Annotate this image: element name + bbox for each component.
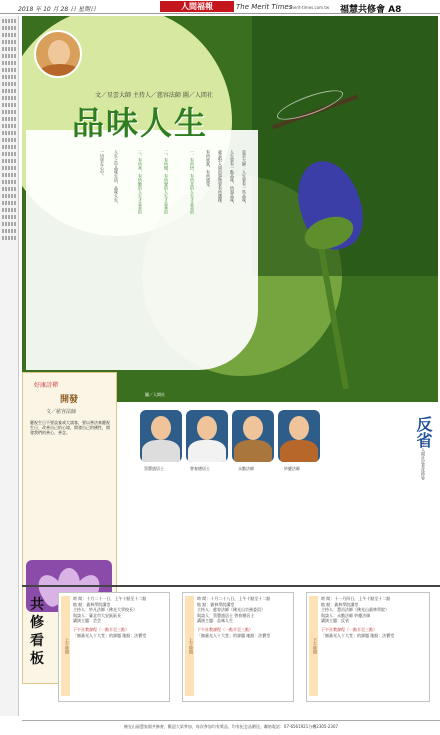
article-byline: 文／星雲大師 主持人／慈容法師 圖／人間社 bbox=[95, 92, 213, 99]
schedule-box bbox=[182, 592, 294, 702]
schedule-subheading: 下午社教課程（一點半至三點） bbox=[321, 626, 377, 632]
schedule-line: 與談人：蔡豐盛居士 曾春德居士 bbox=[197, 612, 255, 618]
schedule-line: 地 點：叢林學院講堂 bbox=[197, 601, 235, 607]
photo-caption: 蔡豐盛居士 bbox=[144, 466, 164, 471]
schedule-box bbox=[58, 592, 170, 702]
reflect-title: 反省 bbox=[414, 416, 433, 448]
schedule-line: 時 間：十月二十八日，上午十點至十二點 bbox=[197, 596, 271, 601]
sidebar-title: 開發 bbox=[60, 395, 79, 405]
newspaper-logo: 人間福報 bbox=[160, 1, 234, 12]
speaker-photo bbox=[186, 410, 228, 462]
schedule-line: 主持人：慧昌法師（佛光山叢林學院） bbox=[321, 607, 389, 613]
time-tag: 上午時間 bbox=[61, 596, 70, 696]
article-column: 人生之中品味生活，品味人生， bbox=[114, 150, 119, 206]
schedule-line: 地 點：叢林學院講堂 bbox=[321, 601, 359, 607]
article-column: 就是對人間的事物要有所選擇、 bbox=[218, 150, 223, 206]
schedule-line: 講演主題：品味人生 bbox=[197, 618, 233, 624]
speaker-photo bbox=[278, 410, 320, 462]
board-title-char: 修 bbox=[30, 615, 44, 631]
left-margin-strip bbox=[0, 16, 19, 716]
schedule-line: 地 點：叢林學院講堂 bbox=[73, 601, 111, 607]
schedule-line: 與談人：永勤法師 妙慶法師 bbox=[321, 612, 371, 618]
section-title: 福慧共修會 A8 bbox=[340, 5, 402, 15]
board-title-char: 共 bbox=[30, 597, 44, 613]
sidebar-body: 慶祝生日不要設宴或大請客，要以善法來慶祝生日，改善自己的心境，開發自己的佛性，開發我們的善心、善念。 bbox=[30, 420, 110, 435]
article-column: 有所欣賞，有所感受。 bbox=[206, 150, 211, 190]
article-subheading: 二、有所聞，有所覺的人生才是善的 bbox=[164, 150, 169, 214]
article-subheading: 一、有所悟，有所喜的人生才是美的 bbox=[190, 150, 195, 214]
newspaper-english-name: The Merit Times bbox=[236, 3, 293, 11]
photo-caption: 妙慶法師 bbox=[284, 466, 300, 471]
website-url: merit-times.com.tw bbox=[290, 5, 330, 10]
speaker-photo bbox=[232, 410, 274, 462]
schedule-line: 「無量光人十大堂」的課題 地點：法寶堂 bbox=[321, 632, 395, 638]
schedule-box bbox=[306, 592, 430, 702]
schedule-subheading: 下午社教課程（一點半至三點） bbox=[73, 626, 129, 632]
schedule-line: 「無量光人十大堂」的課題 地點：法寶堂 bbox=[73, 632, 147, 638]
schedule-line: 與談人：臺北市大安區區長 bbox=[73, 612, 121, 618]
photo-caption: 永勤法師 bbox=[238, 466, 254, 471]
schedule-line: 時 間：十月二十一日，上午十點至十二點 bbox=[73, 596, 147, 601]
schedule-line: 「無量光人十大堂」的課題 地點：法寶堂 bbox=[197, 632, 271, 638]
time-tag: 下午時間 bbox=[309, 596, 318, 696]
board-title-char: 板 bbox=[30, 651, 44, 667]
page-footer: 佛光山福慧家園共修會，歡迎大眾參加，每次參加均有獎品，均有紀念品贈送，聯絡電話：07-6561921分機2305-2307 bbox=[22, 720, 440, 730]
author-portrait bbox=[34, 30, 82, 78]
schedule-line: 時 間：十一月四日，上午十點至十二點 bbox=[321, 596, 391, 601]
schedule-subheading: 下午社教課程（一點半至三點） bbox=[197, 626, 253, 632]
schedule-line: 主持人：慈容法師（佛光山宗務委員） bbox=[197, 607, 265, 613]
board-title-char: 看 bbox=[30, 633, 44, 649]
sidebar-heading: 好康詩禪 bbox=[34, 382, 59, 389]
article-title: 品味人生 bbox=[72, 104, 209, 142]
issue-date: 2018 年 10 月 28 日 星期日 bbox=[18, 6, 96, 13]
photo-credit: 圖／人間社 bbox=[145, 392, 165, 397]
schedule-line: 主持人：妙凡法師（佛光大學校長） bbox=[73, 607, 137, 613]
schedule-line: 講演主題：反省 bbox=[321, 618, 349, 624]
speaker-photo bbox=[140, 410, 182, 462]
sidebar-author: 文／慈容法師 bbox=[46, 409, 77, 415]
schedule-line: 講演主題：芸芸 bbox=[73, 618, 101, 624]
article-column: 人生要有一點品味，所謂品味， bbox=[230, 150, 235, 206]
time-tag: 上午時間 bbox=[185, 596, 194, 696]
article-column: 一切皆在心中。 bbox=[100, 150, 105, 178]
article-column: 星雲大師：人生要有一些品味， bbox=[242, 150, 247, 206]
reflect-byline: 文／人間社記者沈仲容 bbox=[421, 440, 426, 480]
photo-caption: 曾春德居士 bbox=[190, 466, 210, 471]
board-title bbox=[30, 596, 44, 668]
article-subheading: 三、有所善，有所勤的人生才是真的 bbox=[138, 150, 143, 214]
page-header bbox=[0, 0, 440, 14]
